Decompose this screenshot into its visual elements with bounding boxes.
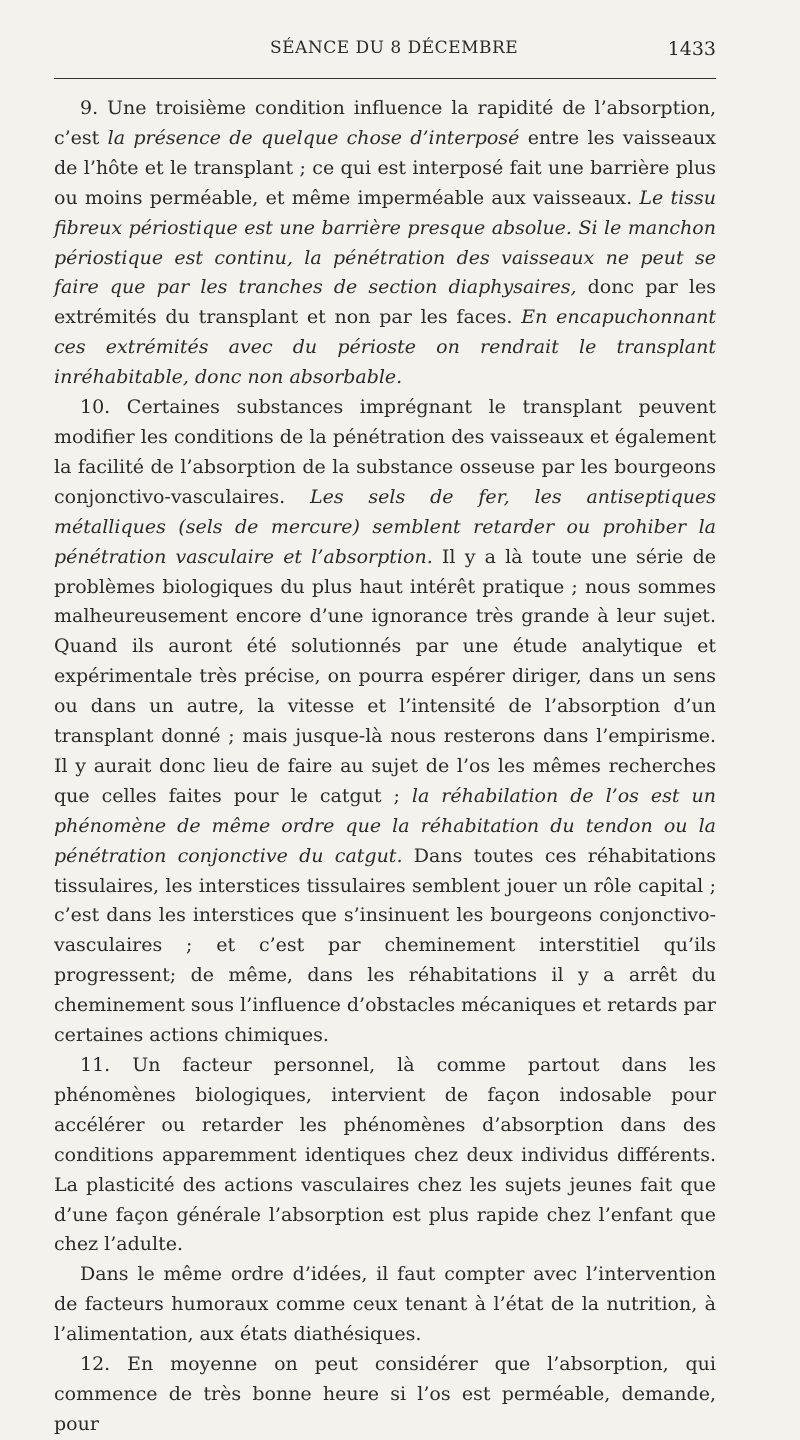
body-text [54, 94, 716, 1440]
text-run: 9. Une troisième condition influence la rapidité de l’absorption, c’est [54, 97, 716, 149]
text-run: Il y a là toute une série de problèmes biologiques du plus haut intérêt pratique ; nous sommes malheureusement encore d’une ignorance très grande à leur sujet. Quand ils auront été solutionnés par une étude analytique et expérimentale très précise, on pourra espérer diriger, dans un sens ou dans un autre, la vitesse et l’intensité de l’absorption d’un transplant donné ; mais jusque-là nous resterons dans l’empirisme. Il y aurait donc lieu de faire au sujet de l’os les mêmes recherches que celles faites pour le catgut ; [54, 545, 716, 807]
italic-text-run: En encapuchonnant ces extrémités avec du périoste on rendrait le transplant inréhabitable, donc non absorbable. [54, 306, 716, 389]
text-run: entre les vaisseaux de l’hôte et le transplant ; ce qui est interposé fait une barrière plus ou moins perméable, et même imperméable aux vaisseaux. [54, 126, 716, 209]
text-run: 10. Certaines substances imprégnant le transplant peuvent modifier les conditions de la pénétration des vaisseaux et également la facilité de l’absorption de la substance osseuse par les bourgeons conjonctivo-vasculaires. [54, 396, 716, 508]
text-run: 11. Un facteur personnel, là comme partout dans les phénomènes biologiques, intervient de façon indosable pour accélérer ou retarder les phénomènes d’absorption dans des conditions apparemment identiques chez deux individus différents. La plasticité des actions vasculaires chez les sujets jeunes fait que d’une façon générale l’absorption est plus rapide chez l’enfant que chez l’adulte. [54, 1054, 716, 1256]
paragraph-10 [54, 393, 716, 1051]
italic-text-run: la présence de quelque chose d’interposé [107, 126, 520, 149]
header-rule [54, 78, 716, 79]
italic-text-run: la réhabilation de l’os est un phénomène de même ordre que la réhabitation du tendon ou la pénétration conjonctive du catgut. [54, 784, 716, 867]
running-head [54, 38, 716, 62]
paragraph-12 [54, 1350, 716, 1440]
text-run: 12. En moyenne on peut considérer que l’absorption, qui commence de très bonne heure si l’os est perméable, demande, pour [54, 1353, 716, 1435]
text-run: Dans toutes ces réhabitations tissulaires, les interstices tissulaires semblent jouer un rôle capital ; c’est dans les interstices que s’insinuent les bourgeons conjonctivo-vasculaires ; et c’est par cheminement interstitiel qu’ils progressent; de même, dans les réhabitations il y a arrêt du cheminement sous l’influence d’obstacles mécaniques et retards par certaines actions chimiques. [54, 844, 716, 1047]
page-number: 1433 [667, 38, 716, 60]
text-run: Dans le même ordre d’idées, il faut compter avec l’intervention de facteurs humoraux comme ceux tenant à l’état de la nutrition, à l’alimentation, aux états diathésiques. [54, 1263, 716, 1346]
paragraph-9 [54, 94, 716, 393]
italic-text-run: Le tissu fibreux périostique est une barrière presque absolue. Si le manchon périostique est continu, la pénétration des vaisseaux ne peut se faire que par les tranches de section diaphysaires, [54, 186, 716, 299]
paragraph-humoral-factors [54, 1260, 716, 1350]
text-run: donc par les extrémités du transplant et non par les faces. [54, 276, 716, 329]
running-head-title: SÉANCE DU 8 DÉCEMBRE [270, 38, 519, 58]
italic-text-run: Les sels de fer, les antiseptiques métalliques (sels de mercure) semblent retarder ou prohiber la pénétration vasculaire et l’absorption. [54, 485, 716, 568]
paragraph-11 [54, 1051, 716, 1260]
